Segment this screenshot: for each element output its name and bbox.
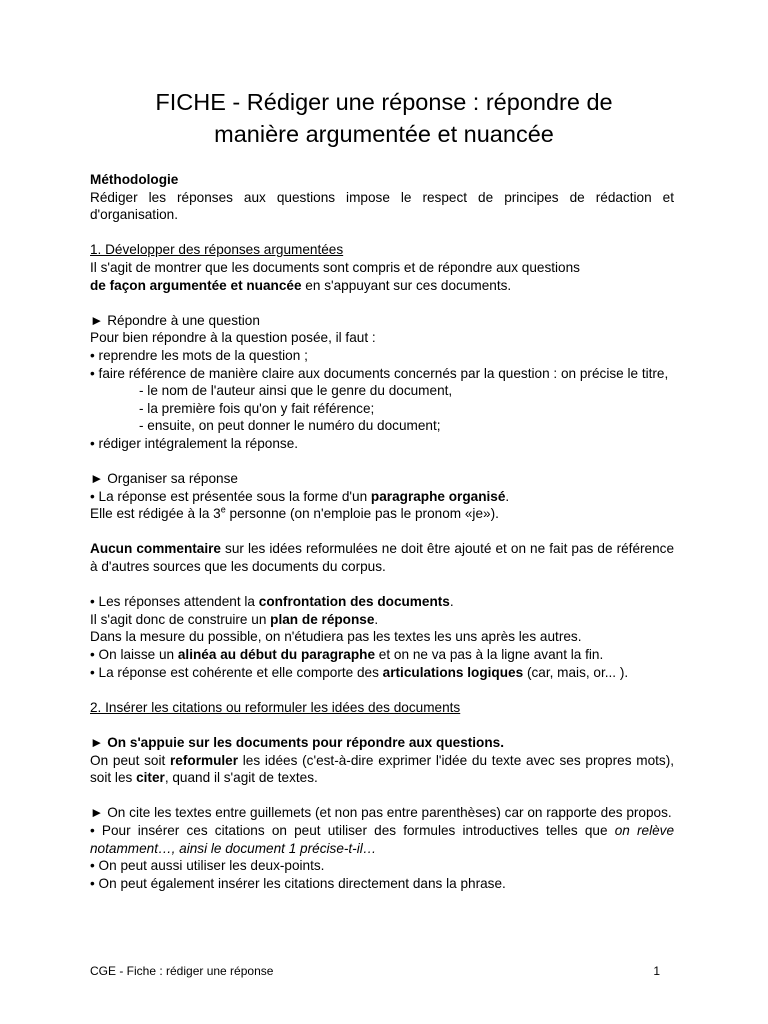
list-item: • faire référence de manière claire aux documents concernés par la question : on précise le titre, [90, 365, 669, 381]
section2-heading: 2. Insérer les citations ou reformuler les idées des documents [90, 699, 461, 715]
section2-lead: ► On s'appuie sur les documents pour répondre aux questions. [90, 735, 504, 750]
reformuler-paragraph: On peut soit reformuler les idées (c'est-à-dire exprimer l'idée du texte avec ses propres mots), soit les citer, quand il s'agit de textes. [90, 752, 675, 786]
alinea-line: • On laisse un alinéa au début du paragraphe et on ne va pas à la ligne avant la fin. [90, 647, 604, 663]
subsection-repondre-heading: ► Répondre à une question [90, 312, 260, 328]
section1-intro-line2: de façon argumentée et nuancée en s'appuyant sur ces documents. [90, 277, 512, 293]
list-item: • On peut également insérer les citations directement dans la phrase. [90, 875, 506, 891]
dash-item: - ensuite, on peut donner le numéro du document; [139, 418, 441, 434]
aucun-commentaire-paragraph: Aucun commentaire sur les idées reformulées ne doit être ajouté et on ne fait pas de référence à d'autres sources que les documents du corpus. [90, 541, 675, 575]
page-number: 1 [653, 964, 660, 978]
page-title [90, 86, 678, 150]
footer-text: CGE - Fiche : rédiger une réponse [90, 964, 274, 978]
list-item: • rédiger intégralement la réponse. [90, 435, 299, 451]
plan-line: Il s'agit donc de construire un plan de réponse. [90, 611, 379, 627]
subsection-organiser-heading: ► Organiser sa réponse [90, 471, 238, 487]
methodology-heading: Méthodologie [90, 172, 179, 187]
guillemets-paragraph: ► On cite les textes entre guillemets (et non pas entre parenthèses) car on rapporte des propos. [90, 805, 672, 821]
section1-intro-line1: Il s'agit de montrer que les documents sont compris et de répondre aux questions [90, 259, 580, 275]
mesure-line: Dans la mesure du possible, on n'étudiera pas les textes les uns après les autres. [90, 629, 582, 645]
formules-paragraph: • Pour insérer ces citations on peut utiliser des formules introductives telles que on relève notamment…, ainsi le document 1 précise-t-il… [90, 822, 675, 856]
title-line-1: FICHE - Rédiger une réponse : répondre de [155, 89, 613, 115]
document-body [90, 171, 674, 892]
articulations-line: • La réponse est cohérente et elle comporte des articulations logiques (car, mais, or... ). [90, 664, 629, 680]
methodology-text: Rédiger les réponses aux questions impose le respect de principes de rédaction et d'organisation. [90, 189, 674, 223]
organiser-line2: Elle est rédigée à la 3e personne (on n'emploie pas le pronom «je»). [90, 504, 499, 522]
title-line-2: manière argumentée et nuancée [214, 121, 554, 147]
confrontation-line: • Les réponses attendent la confrontation des documents. [90, 594, 454, 610]
dash-item: - le nom de l'auteur ainsi que le genre du document, [139, 383, 453, 399]
list-item: • On peut aussi utiliser les deux-points. [90, 858, 325, 874]
repondre-lead: Pour bien répondre à la question posée, il faut : [90, 330, 376, 346]
list-item: • reprendre les mots de la question ; [90, 347, 308, 363]
section1-heading: 1. Développer des réponses argumentées [90, 242, 344, 258]
dash-item: - la première fois qu'on y fait référence; [139, 400, 375, 416]
organiser-line1: • La réponse est présentée sous la forme d'un paragraphe organisé. [90, 488, 510, 504]
